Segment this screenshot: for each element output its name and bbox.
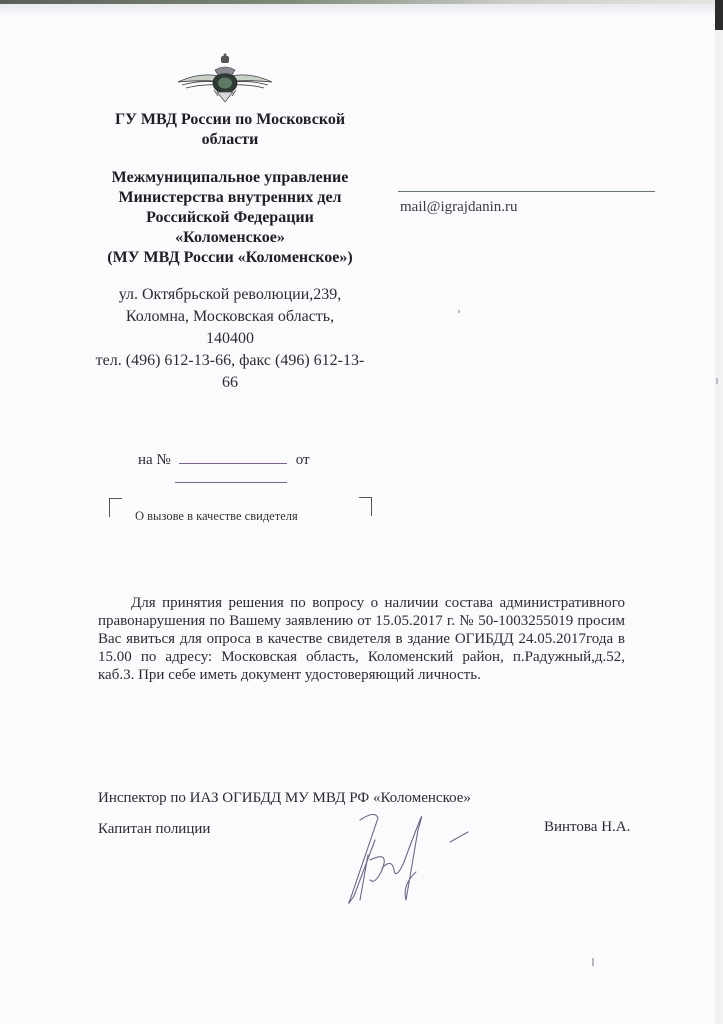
address-line: тел. (496) 612-13-66, факс (496) 612-13- [95,352,365,369]
subject-bracket-left [109,498,122,517]
reference-number-row [138,451,310,469]
org-address [80,284,380,394]
signatory-position: Инспектор по ИАЗ ОГИБДД МУ МВД РФ «Коломенское» [98,790,471,806]
recipient-email: mail@igrajdanin.ru [400,199,518,215]
org-parent-line: области [201,131,259,148]
org-unit-line: «Коломенское» [175,229,285,246]
scan-right-edge [715,0,723,30]
scan-speck [458,310,460,313]
letter-subject: О вызове в качестве свидетеля [135,509,298,523]
reference-from-label: от [295,452,310,468]
reference-date-blank [175,482,287,483]
recipient-divider [398,191,655,192]
address-line: 66 [222,374,238,391]
handwritten-signature-icon [320,800,480,910]
scan-shadow [0,4,715,18]
mvd-emblem-icon [170,50,280,105]
org-unit-line: Межмуниципальное управление [111,169,349,186]
reference-number-blank [179,451,287,464]
letter-body [98,594,625,684]
org-parent-line: ГУ МВД России по Московской [114,111,346,128]
signatory-name: Винтова Н.А. [544,819,631,835]
org-unit-line: (МУ МВД России «Коломенское») [107,249,353,266]
org-unit-line: Министерства внутренних дел [118,189,342,206]
signatory-rank: Капитан полиции [98,821,211,837]
letter-body-text: Для принятия решения по вопросу о наличии состава административного правонарушения по Вашему заявлению от 15.05.2017 г. № 50-1003255019 просим Вас явиться для опроса в качестве свидетеля в здание ОГИБДД 24.05.2017года в 15.00 по адресу: Московская область, Коломенский район, п.Радужный,д.52, каб.3. При себе иметь документ удостоверяющий личность. [98,595,625,683]
org-parent-name [80,110,380,150]
subject-bracket-right [359,497,372,516]
address-line: ул. Октябрьской революции,239, [118,286,342,303]
scan-speck [592,958,594,966]
scan-right-strip [715,30,723,1024]
scan-speck [716,378,718,384]
org-unit-line: Российской Федерации [146,209,314,226]
reference-prefix: на № [138,452,171,468]
address-line: 140400 [206,330,254,347]
address-line: Коломна, Московская область, [125,308,335,325]
org-unit-name [80,168,380,268]
